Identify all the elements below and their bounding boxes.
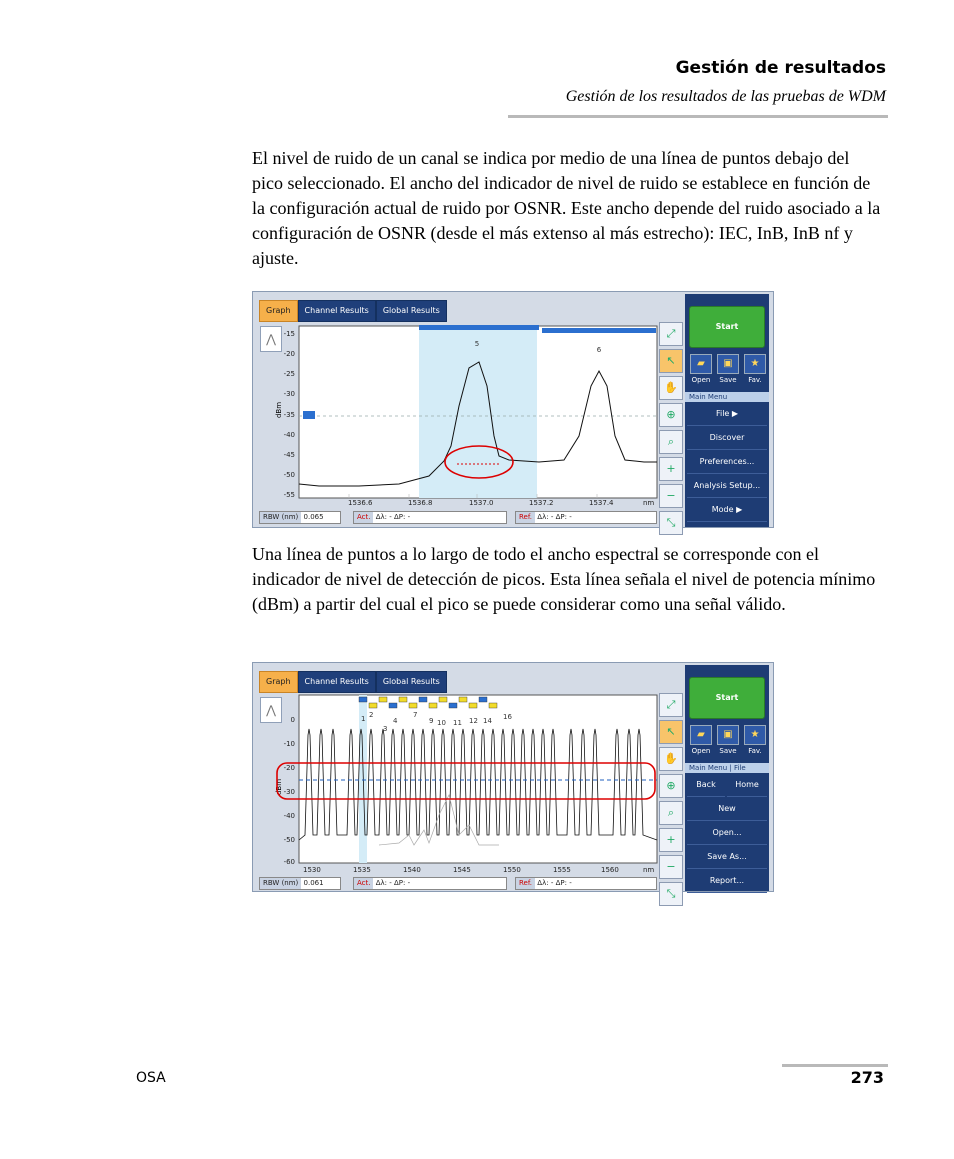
y-tick: -35 bbox=[283, 411, 295, 419]
channel-marker bbox=[419, 697, 427, 702]
x-tick: 1555 bbox=[553, 866, 571, 874]
selected-channel-band bbox=[419, 326, 537, 498]
save-button[interactable]: ▣ Save bbox=[716, 354, 740, 384]
x-tick: 1537.0 bbox=[469, 499, 494, 507]
menu-header: Main Menu | File bbox=[685, 763, 769, 773]
paragraph-peak-detection: Una línea de puntos a lo largo de todo el ancho espectral se corresponde con el indicador de nivel de detección de picos. Esta línea señala el nivel de potencia mínimo (dBm) a partir del cual el pico se puede considerar como una señal válido. bbox=[252, 544, 876, 614]
spectrum-plot[interactable] bbox=[299, 326, 657, 498]
tab-graph[interactable]: Graph bbox=[259, 300, 298, 322]
channel-marker bbox=[399, 697, 407, 702]
reference-marker-field[interactable]: Ref. Δλ: - ΔP: - bbox=[515, 511, 657, 524]
menu-header: Main Menu bbox=[685, 392, 769, 402]
graph-toolbar bbox=[659, 322, 683, 538]
y-tick: -20 bbox=[283, 764, 295, 772]
zoom-icon[interactable]: ⌕ bbox=[659, 430, 683, 454]
zoom-area-icon[interactable]: ⊕ bbox=[659, 774, 683, 798]
disk-icon: ▣ bbox=[717, 725, 739, 745]
auto-scale-icon[interactable]: ⤡ bbox=[659, 882, 683, 906]
x-tick: nm bbox=[643, 866, 655, 874]
threshold-marker[interactable] bbox=[303, 411, 315, 419]
side-menu bbox=[685, 665, 769, 891]
peak-label-5: 5 bbox=[474, 340, 480, 348]
y-tick: 0 bbox=[290, 716, 295, 724]
x-tick: 1536.8 bbox=[408, 499, 433, 507]
menu-preferences[interactable]: Preferences... bbox=[687, 451, 767, 474]
reference-marker-field[interactable]: Ref. Δλ: - ΔP: - bbox=[515, 877, 657, 890]
menu-file[interactable]: File ▶ bbox=[687, 403, 767, 426]
quick-buttons bbox=[689, 725, 767, 755]
favorites-button[interactable]: ★ Fav. bbox=[743, 725, 767, 755]
y-tick: -10 bbox=[283, 740, 295, 748]
pointer-icon[interactable]: ↖ bbox=[659, 720, 683, 744]
channel-marker bbox=[369, 703, 377, 708]
active-marker-field[interactable]: Act. Δλ: - ΔP: - bbox=[353, 511, 507, 524]
channel-marker bbox=[439, 697, 447, 702]
star-icon: ★ bbox=[744, 725, 766, 745]
channel-marker bbox=[429, 703, 437, 708]
tab-channel-results[interactable]: Channel Results bbox=[298, 671, 376, 693]
disk-icon: ▣ bbox=[717, 354, 739, 374]
peak-label: 4 bbox=[393, 717, 398, 725]
y-tick: -40 bbox=[283, 431, 295, 439]
channel-marker bbox=[389, 703, 397, 708]
channel-marker bbox=[359, 697, 367, 702]
tab-global-results[interactable]: Global Results bbox=[376, 300, 447, 322]
header-rule bbox=[508, 115, 888, 118]
y-axis-unit: dBm bbox=[275, 778, 284, 796]
start-button[interactable]: Start bbox=[689, 306, 765, 348]
channel-marker bbox=[489, 703, 497, 708]
y-axis-unit: dBm bbox=[275, 401, 284, 419]
star-icon: ★ bbox=[744, 354, 766, 374]
y-tick: -40 bbox=[283, 812, 295, 820]
peak-label: 9 bbox=[429, 717, 434, 725]
zoom-in-icon[interactable]: + bbox=[659, 457, 683, 481]
zoom-icon[interactable]: ⌕ bbox=[659, 801, 683, 825]
menu-home[interactable]: Home bbox=[727, 774, 767, 797]
tab-global-results[interactable]: Global Results bbox=[376, 671, 447, 693]
y-tick: -45 bbox=[283, 451, 295, 459]
peak-label: 12 bbox=[469, 717, 478, 725]
x-tick: 1530 bbox=[303, 866, 321, 874]
y-tick: -25 bbox=[283, 370, 295, 378]
x-tick: 1536.6 bbox=[348, 499, 373, 507]
zoom-out-icon[interactable]: − bbox=[659, 855, 683, 879]
peak-tool-icon[interactable]: ⋀ bbox=[260, 326, 282, 352]
y-tick: -50 bbox=[283, 836, 295, 844]
y-tick: -20 bbox=[283, 350, 295, 358]
header-subtitle: Gestión de los resultados de las pruebas de WDM bbox=[565, 88, 886, 105]
paragraph-noise-level: El nivel de ruido de un canal se indica por medio de una línea de puntos debajo del pico seleccionado. El ancho del indicador de nivel de ruido se establece en función de la configuración actual de ruido por OSNR. Este ancho depende del ruido asociado a la configuración de OSNR (desde el más extenso al más estrecho): IEC, InB, InB nf y ajuste. bbox=[252, 148, 881, 268]
channel-marker bbox=[459, 697, 467, 702]
active-marker-field[interactable]: Act. Δλ: - ΔP: - bbox=[353, 877, 507, 890]
channel-bar-2 bbox=[542, 328, 656, 333]
peak-label-6: 6 bbox=[596, 346, 602, 354]
start-button[interactable]: Start bbox=[689, 677, 765, 719]
peak-label: 10 bbox=[437, 719, 446, 727]
wdm-spectrum-plot[interactable] bbox=[299, 695, 657, 863]
menu-discover[interactable]: Discover bbox=[687, 427, 767, 450]
tab-graph[interactable]: Graph bbox=[259, 671, 298, 693]
menu-report[interactable]: Report... bbox=[687, 870, 767, 893]
menu-back[interactable]: Back bbox=[687, 774, 725, 797]
tab-bar bbox=[259, 300, 447, 320]
quick-buttons bbox=[689, 354, 767, 384]
menu-analysis-setup[interactable]: Analysis Setup... bbox=[687, 475, 767, 498]
x-tick: 1535 bbox=[353, 866, 371, 874]
y-tick: -50 bbox=[283, 471, 295, 479]
pointer-icon[interactable]: ↖ bbox=[659, 349, 683, 373]
rbw-field: RBW (nm) 0.061 bbox=[259, 877, 341, 890]
x-tick: 1540 bbox=[403, 866, 421, 874]
tab-bar bbox=[259, 671, 447, 691]
channel-marker bbox=[379, 697, 387, 702]
folder-icon: ▰ bbox=[690, 354, 712, 374]
folder-icon: ▰ bbox=[690, 725, 712, 745]
save-button[interactable]: ▣ Save bbox=[716, 725, 740, 755]
peak-label: 11 bbox=[453, 719, 462, 727]
peak-label: 7 bbox=[413, 711, 418, 719]
side-menu bbox=[685, 294, 769, 527]
peak-label: 2 bbox=[369, 711, 374, 719]
rbw-field: RBW (nm) 0.065 bbox=[259, 511, 341, 524]
peak-label: 1 bbox=[361, 715, 366, 723]
footer-product: OSA bbox=[136, 1070, 166, 1086]
x-tick: 1537.4 bbox=[589, 499, 614, 507]
zoom-area-icon[interactable]: ⊕ bbox=[659, 403, 683, 427]
x-tick: 1560 bbox=[601, 866, 619, 874]
y-tick: -30 bbox=[283, 788, 295, 796]
fit-view-icon[interactable]: ⤢ bbox=[659, 693, 683, 717]
y-tick: -55 bbox=[283, 491, 295, 499]
x-tick: nm bbox=[643, 499, 655, 507]
osa-screenshot-noise bbox=[252, 291, 774, 528]
peak-label: 16 bbox=[503, 713, 512, 721]
peak-tool-icon[interactable]: ⋀ bbox=[260, 697, 282, 723]
channel-marker bbox=[469, 703, 477, 708]
graph-toolbar bbox=[659, 693, 683, 909]
footer-rule bbox=[782, 1064, 888, 1067]
tab-channel-results[interactable]: Channel Results bbox=[298, 300, 376, 322]
channel-marker bbox=[449, 703, 457, 708]
y-tick: -15 bbox=[283, 330, 295, 338]
fit-view-icon[interactable]: ⤢ bbox=[659, 322, 683, 346]
x-tick: 1537.2 bbox=[529, 499, 554, 507]
channel-marker bbox=[479, 697, 487, 702]
menu-open[interactable]: Open... bbox=[687, 822, 767, 845]
y-tick: -60 bbox=[283, 858, 295, 866]
peak-label: 3 bbox=[383, 725, 388, 733]
zoom-out-icon[interactable]: − bbox=[659, 484, 683, 508]
x-tick: 1550 bbox=[503, 866, 521, 874]
peak-label: 14 bbox=[483, 717, 492, 725]
menu-new[interactable]: New bbox=[687, 798, 767, 821]
channel-marker bbox=[409, 703, 417, 708]
zoom-in-icon[interactable]: + bbox=[659, 828, 683, 852]
x-tick: 1545 bbox=[453, 866, 471, 874]
menu-mode[interactable]: Mode ▶ bbox=[687, 499, 767, 522]
menu-save-as[interactable]: Save As... bbox=[687, 846, 767, 869]
header-title: Gestión de resultados bbox=[675, 58, 886, 78]
hand-icon[interactable]: ✋ bbox=[659, 747, 683, 771]
y-tick: -30 bbox=[283, 390, 295, 398]
open-button[interactable]: ▰ Open bbox=[689, 725, 713, 755]
channel-bar-1 bbox=[419, 325, 539, 330]
osa-screenshot-peak-threshold bbox=[252, 662, 774, 900]
favorites-button[interactable]: ★ Fav. bbox=[743, 354, 767, 384]
open-button[interactable]: ▰ Open bbox=[689, 354, 713, 384]
hand-icon[interactable]: ✋ bbox=[659, 376, 683, 400]
auto-scale-icon[interactable]: ⤡ bbox=[659, 511, 683, 535]
page-number: 273 bbox=[850, 1068, 884, 1087]
